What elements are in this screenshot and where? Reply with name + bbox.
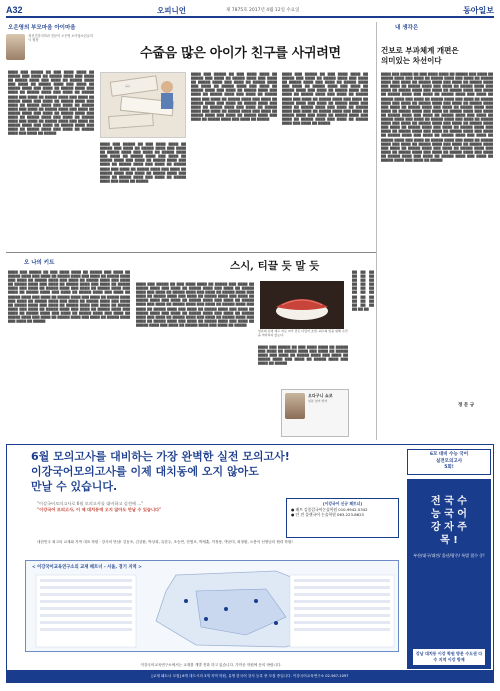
section-divider [6, 252, 376, 253]
svg-text:📖: 📖 [125, 83, 130, 88]
article-body-text: ▇▇▇▇ ▇▇▇ ▇▇▇▇▇ ▇▇ ▇▇▇ ▇▇▇▇ ▇▇▇▇ ▇▇ ▇▇▇▇▇ ▇▇▇ ▇▇▇▇ ▇▇ ▇▇▇▇▇ ▇▇▇▇ ▇▇▇ ▇▇▇▇ ▇▇ ▇▇▇▇▇ ▇▇▇▇ ▇▇▇ ▇▇▇▇ ▇▇ ▇▇▇▇▇ ▇▇▇▇ ▇▇▇ ▇▇▇▇ ▇▇ ▇▇▇▇▇ ▇▇▇▇ ▇▇▇ ▇▇▇▇ ▇▇ ▇▇▇▇▇ ▇▇▇▇ ▇▇▇ ▇▇▇▇ ▇▇ ▇▇▇▇▇ ▇▇▇▇ ▇▇▇ ▇▇▇▇ ▇▇ ▇▇▇▇▇ ▇▇▇▇ ▇▇▇ ▇▇▇▇ ▇▇ ▇▇▇▇▇ ▇▇▇▇ ▇▇▇ ▇▇▇▇ ▇▇ ▇▇▇▇▇ ▇▇▇▇ ▇▇▇ ▇▇▇▇ ▇▇ ▇▇▇▇▇ ▇▇▇▇ ▇▇▇ ▇▇▇▇ ▇▇ ▇▇▇▇▇ ▇▇▇▇ ▇▇▇ ▇▇▇▇ ▇▇ ▇▇▇▇▇ ▇▇▇▇ ▇▇▇ ▇▇▇▇ ▇▇ ▇▇▇▇▇ ▇▇▇▇ ▇▇▇ ▇▇▇▇ ▇▇ ▇▇▇▇▇ ▇▇▇▇ ▇▇▇ ▇▇▇▇ ▇▇ ▇▇▇▇▇ ▇▇▇▇ ▇▇▇ ▇▇▇▇ ▇▇ ▇▇▇▇▇ ▇▇▇▇ ▇▇▇ ▇▇▇▇ ▇▇ ▇▇▇▇▇ ▇▇▇▇ ▇▇▇ ▇▇▇▇ ▇▇ ▇▇▇▇▇ ▇▇▇▇ ▇▇▇ ▇▇▇▇ ▇▇ ▇▇▇▇▇ ▇▇▇▇ ▇▇▇ ▇▇▇▇ ▇▇ ▇▇▇▇▇ ▇▇▇▇ ▇▇▇ ▇▇▇▇ ▇▇ ▇▇▇▇▇ ▇▇▇▇ ▇▇▇ ▇▇▇▇ ▇▇ ▇▇▇▇▇ ▇▇▇▇ ▇▇▇ ▇▇▇▇ ▇▇ ▇▇▇▇▇ ▇▇▇▇ ▇▇▇ ▇▇▇▇ ▇▇ ▇▇▇▇▇ [8, 70, 94, 136]
bottom-left-column-name: 오 나의 키트 [24, 260, 55, 266]
ad-headline-line2: 이강국어모의고사를 이제 대치동에 오지 않아도 [31, 465, 259, 478]
author-photo [6, 34, 25, 60]
ad-partner-map [25, 560, 399, 652]
ad-map-title: < 이강국어교육연구소의 교재 패트너 - 서울, 경기 지역 > [32, 565, 142, 570]
column-name: 오은영의 부모마음 아이마음 [8, 25, 76, 31]
ad-side-main [407, 479, 491, 669]
ad-teachers-text: 대한민국 최고의 교재와 지역 대표 학원 · 강사의 만남! 김동조, 김상환, 박상희, 유한주, 조승연, 전범조, 박재훈, 이정용, 박준미, 최정환, 오충석 선생님의 협력 학원! [37, 540, 293, 544]
ad-box-line1: ● 패트 김종갑국어논술학원 010-9942-5342 [291, 506, 368, 512]
right-column-body: ▇▇▇▇ ▇▇▇ ▇▇▇▇▇ ▇▇ ▇▇▇ ▇▇▇▇ ▇▇▇▇ ▇▇ ▇▇▇▇▇ ▇▇▇ ▇▇▇▇ ▇▇ ▇▇▇▇▇ ▇▇▇▇ ▇▇▇ ▇▇▇▇ ▇▇ ▇▇▇▇▇ ▇▇▇▇ ▇▇▇ ▇▇▇▇ ▇▇ ▇▇▇▇▇ ▇▇▇▇ ▇▇▇ ▇▇▇▇ ▇▇ ▇▇▇▇▇ ▇▇▇▇ ▇▇▇ ▇▇▇▇ ▇▇ ▇▇▇▇▇ ▇▇▇▇ ▇▇▇ ▇▇▇▇ ▇▇ ▇▇▇▇▇ ▇▇▇▇ ▇▇▇ ▇▇▇▇ ▇▇ ▇▇▇▇▇ ▇▇▇▇ ▇▇▇ ▇▇▇▇ ▇▇ ▇▇▇▇▇ ▇▇▇▇ ▇▇▇ ▇▇▇▇ ▇▇ ▇▇▇▇▇ ▇▇▇▇ ▇▇▇ ▇▇▇▇ ▇▇ ▇▇▇▇▇ ▇▇▇▇ ▇▇▇ ▇▇▇▇ ▇▇ ▇▇▇▇▇ ▇▇▇▇ ▇▇▇ ▇▇▇▇ ▇▇ ▇▇▇▇▇ ▇▇▇▇ ▇▇▇ ▇▇▇▇ ▇▇ ▇▇▇▇▇ ▇▇▇▇ ▇▇▇ ▇▇▇▇ ▇▇ ▇▇▇▇▇ ▇▇▇▇ ▇▇▇ ▇▇▇▇ ▇▇ ▇▇▇▇▇ ▇▇▇▇ ▇▇▇ ▇▇▇▇ ▇▇ ▇▇▇▇▇ ▇▇▇▇ ▇▇▇ ▇▇▇▇ ▇▇ ▇▇▇▇▇ ▇▇▇▇ ▇▇▇ ▇▇▇▇ ▇▇ ▇▇▇▇▇ ▇▇▇▇ ▇▇▇ ▇▇▇▇ ▇▇ ▇▇▇▇▇ ▇▇▇▇ ▇▇▇ ▇▇▇▇ ▇▇ ▇▇▇▇▇ ▇▇▇▇ ▇▇▇ ▇▇▇▇ ▇▇ ▇▇▇▇▇ ▇▇▇▇ ▇▇▇ ▇▇▇▇ ▇▇ ▇▇▇▇▇ ▇▇▇▇ ▇▇▇ ▇▇▇▇ ▇▇ ▇▇▇▇▇ ▇▇▇▇ ▇▇▇ ▇▇▇▇ ▇▇ ▇▇▇▇▇ ▇▇▇▇ ▇▇▇ ▇▇▇▇ ▇▇ ▇▇▇▇▇ ▇▇▇▇ ▇▇▇ ▇▇▇▇ ▇▇ ▇▇▇▇▇ ▇▇▇▇ ▇▇▇ ▇▇▇▇ ▇▇ ▇▇▇▇▇ ▇▇▇▇ ▇▇▇ ▇▇▇▇ ▇▇ ▇▇▇▇▇ ▇▇▇▇ ▇▇▇ ▇▇▇▇ ▇▇ ▇▇▇▇▇ ▇▇▇▇ ▇▇▇ ▇▇▇▇ ▇▇ ▇▇▇▇▇ ▇▇▇▇ ▇▇▇ ▇▇▇▇ ▇▇ ▇▇▇▇▇ ▇▇▇▇ ▇▇▇ ▇▇▇▇ ▇▇ ▇▇▇▇▇ ▇▇▇▇ ▇▇▇ ▇▇▇▇ ▇▇ ▇▇▇▇▇ ▇▇▇▇ ▇▇▇ ▇▇▇▇ ▇▇ ▇▇▇▇▇ ▇▇▇▇ ▇▇▇ ▇▇▇▇ ▇▇ ▇▇▇▇▇ ▇▇▇▇ ▇▇▇ ▇▇▇▇ ▇▇ ▇▇▇▇▇ ▇▇▇▇ ▇▇▇ ▇▇▇▇ ▇▇ ▇▇▇▇▇ ▇▇▇▇ ▇▇▇ ▇▇▇▇ ▇▇ ▇▇▇▇▇ ▇▇▇▇ ▇▇▇ ▇▇▇▇ ▇▇ ▇▇▇▇▇ ▇▇▇▇ ▇▇▇ ▇▇▇▇ ▇▇ ▇▇▇▇▇ ▇▇▇▇ ▇▇▇ ▇▇▇▇ ▇▇ ▇▇▇▇▇ ▇▇▇▇ ▇▇▇ ▇▇▇▇ ▇▇ ▇▇▇▇▇ ▇▇▇▇ ▇▇▇ ▇▇▇▇ ▇▇ ▇▇▇▇▇ ▇▇▇▇ ▇▇▇ ▇▇▇▇ ▇▇ ▇▇▇▇▇ ▇▇▇▇ ▇▇▇ ▇▇▇▇ ▇▇ ▇▇▇▇▇ ▇▇▇▇ ▇▇▇ ▇▇▇▇ ▇▇ ▇▇▇▇▇ [381, 72, 493, 162]
main-article-col3: ▇▇▇▇ ▇▇▇ ▇▇▇▇▇ ▇▇ ▇▇▇ ▇▇▇▇ ▇▇▇▇ ▇▇ ▇▇▇▇▇ ▇▇▇ ▇▇▇▇ ▇▇ ▇▇▇▇▇ ▇▇▇▇ ▇▇▇ ▇▇▇▇ ▇▇ ▇▇▇▇▇ ▇▇▇▇ ▇▇▇ ▇▇▇▇ ▇▇ ▇▇▇▇▇ ▇▇▇▇ ▇▇▇ ▇▇▇▇ ▇▇ ▇▇▇▇▇ ▇▇▇▇ ▇▇▇ ▇▇▇▇ ▇▇ ▇▇▇▇▇ ▇▇▇▇ ▇▇▇ ▇▇▇▇ ▇▇ ▇▇▇▇▇ ▇▇▇▇ ▇▇▇ ▇▇▇▇ ▇▇ ▇▇▇▇▇ ▇▇▇▇ ▇▇▇ ▇▇▇▇ ▇▇ ▇▇▇▇▇ ▇▇▇▇ ▇▇▇ ▇▇▇▇ ▇▇ ▇▇▇▇▇ ▇▇▇▇ ▇▇▇ ▇▇▇▇ ▇▇ ▇▇▇▇▇ ▇▇▇▇ ▇▇▇ ▇▇▇▇ ▇▇ ▇▇▇▇▇ ▇▇▇▇ ▇▇▇ ▇▇▇▇ ▇▇ ▇▇▇▇▇ ▇▇▇▇ ▇▇▇ ▇▇▇▇ ▇▇ ▇▇▇▇▇ ▇▇▇▇ ▇▇▇ ▇▇▇▇ ▇▇ ▇▇▇▇▇ ▇▇▇▇ ▇▇▇ ▇▇▇▇ ▇▇ ▇▇▇▇▇ ▇▇▇▇ ▇▇▇ ▇▇▇▇ ▇▇ ▇▇▇▇▇ ▇▇▇▇ ▇▇▇ ▇▇▇▇ ▇▇ ▇▇▇▇▇ ▇▇▇▇ ▇▇▇ ▇▇▇▇ ▇▇ ▇▇▇▇▇ ▇▇▇▇ ▇▇▇ ▇▇▇▇ ▇▇ ▇▇▇▇▇ [282, 72, 368, 126]
ad-headline [31, 449, 290, 494]
profile-role: 일본 일어 학자 [308, 399, 328, 403]
ad-side-bottom: 강남 대치동 이강 학원 방문 수도권 다수 지역 이강 방제 [413, 649, 485, 665]
ad-side-vertical: 전 국 수 능 국 어 강 자 주 목 ! [431, 496, 467, 546]
sushi-photo-caption: 일본의 유명 셰프 지로 씨가 만든 다랑어 초밥. 최고의 맛을 위해 수련을 마다하지 않는다. [258, 329, 348, 337]
main-article-col2: ▇▇▇▇ ▇▇▇ ▇▇▇▇▇ ▇▇ ▇▇▇ ▇▇▇▇ ▇▇▇▇ ▇▇ ▇▇▇▇▇ ▇▇▇ ▇▇▇▇ ▇▇ ▇▇▇▇▇ ▇▇▇▇ ▇▇▇ ▇▇▇▇ ▇▇ ▇▇▇▇▇ ▇▇▇▇ ▇▇▇ ▇▇▇▇ ▇▇ ▇▇▇▇▇ ▇▇▇▇ ▇▇▇ ▇▇▇▇ ▇▇ ▇▇▇▇▇ ▇▇▇▇ ▇▇▇ ▇▇▇▇ ▇▇ ▇▇▇▇▇ ▇▇▇▇ ▇▇▇ ▇▇▇▇ ▇▇ ▇▇▇▇▇ ▇▇▇▇ ▇▇▇ ▇▇▇▇ ▇▇ ▇▇▇▇▇ ▇▇▇▇ ▇▇▇ ▇▇▇▇ ▇▇ ▇▇▇▇▇ ▇▇▇▇ ▇▇▇ ▇▇▇▇ ▇▇ ▇▇▇▇▇ ▇▇▇▇ ▇▇▇ ▇▇▇▇ ▇▇ ▇▇▇▇▇ ▇▇▇▇ ▇▇▇ ▇▇▇▇ ▇▇ ▇▇▇▇▇ ▇▇▇▇ ▇▇▇ ▇▇▇▇ ▇▇ ▇▇▇▇▇ ▇▇▇▇ ▇▇▇ ▇▇▇▇ ▇▇ ▇▇▇▇▇ ▇▇▇▇ ▇▇▇ ▇▇▇▇ ▇▇ ▇▇▇▇▇ ▇▇▇▇ ▇▇▇ ▇▇▇▇ ▇▇ ▇▇▇▇▇ ▇▇▇▇ ▇▇▇ ▇▇▇▇ ▇▇ ▇▇▇▇▇ ▇▇▇▇ ▇▇▇ ▇▇▇▇ ▇▇ ▇▇▇▇▇ ▇▇▇▇ ▇▇▇ ▇▇▇▇ ▇▇ ▇▇▇▇▇ [191, 72, 277, 122]
ad-side-top-line2: 실전모의고사 [435, 458, 463, 464]
ad-footer-bar: [교재 패트너 모집] 6개 대도시의 3개 지역 학원, 유명 한국어 강사 등록 중 모집 중입니다. 이강국어교육연구소 02-567-1097 [7, 670, 493, 682]
ad-side-places: 부산/대구/대전/ 울산/광주/ 특별 접수 중! [413, 553, 485, 558]
ad-headline-line3: 만날 수 있습니다. [31, 480, 118, 493]
ad-box-title: [이강국어 신규 패트너] [322, 501, 363, 506]
ad-side-top-line3: 5회! [444, 465, 454, 470]
newspaper-logo: 동아일보 [463, 5, 494, 15]
ad-sub-line1: "이강국어모의고사로 6월 모의고사를 대비하고 실전에 …" [37, 501, 144, 506]
sushi-article-body-edge: ▇▇ ▇▇ ▇▇ ▇▇ ▇▇ ▇▇ ▇▇ ▇▇ ▇▇ ▇▇ ▇▇ ▇▇ ▇▇ ▇▇ ▇▇ ▇▇ ▇▇ ▇▇ ▇▇ ▇▇ ▇▇ ▇▇ ▇▇ ▇▇ ▇▇ ▇▇ ▇▇ ▇▇ ▇▇ ▇▇ [352, 270, 374, 311]
ad-subtext [37, 501, 161, 513]
sushi-photo [260, 281, 344, 329]
article-illustration [100, 72, 186, 138]
author-box [6, 34, 94, 62]
bottom-left-body: ▇▇▇▇ ▇▇▇ ▇▇▇▇▇ ▇▇ ▇▇▇ ▇▇▇▇ ▇▇▇▇ ▇▇ ▇▇▇▇▇ ▇▇▇ ▇▇▇▇ ▇▇ ▇▇▇▇▇ ▇▇▇▇ ▇▇▇ ▇▇▇▇ ▇▇ ▇▇▇▇▇ ▇▇▇▇ ▇▇▇ ▇▇▇▇ ▇▇ ▇▇▇▇▇ ▇▇▇▇ ▇▇▇ ▇▇▇▇ ▇▇ ▇▇▇▇▇ ▇▇▇▇ ▇▇▇ ▇▇▇▇ ▇▇ ▇▇▇▇▇ ▇▇▇▇ ▇▇▇ ▇▇▇▇ ▇▇ ▇▇▇▇▇ ▇▇▇▇ ▇▇▇ ▇▇▇▇ ▇▇ ▇▇▇▇▇ ▇▇▇▇ ▇▇▇ ▇▇▇▇ ▇▇ ▇▇▇▇▇ ▇▇▇▇ ▇▇▇ ▇▇▇▇ ▇▇ ▇▇▇▇▇ ▇▇▇▇ ▇▇▇ ▇▇▇▇ ▇▇ ▇▇▇▇▇ ▇▇▇▇ ▇▇▇ ▇▇▇▇ ▇▇ ▇▇▇▇▇ ▇▇▇▇ ▇▇▇ ▇▇▇▇ ▇▇ ▇▇▇▇▇ ▇▇▇▇ ▇▇▇ ▇▇▇▇ ▇▇ ▇▇▇▇▇ ▇▇▇▇ ▇▇▇ ▇▇▇▇ ▇▇ ▇▇▇▇▇ ▇▇▇▇ ▇▇▇ ▇▇▇▇ ▇▇ ▇▇▇▇▇ ▇▇▇▇ ▇▇▇ ▇▇▇▇ ▇▇ ▇▇▇▇▇ ▇▇▇▇ ▇▇▇ ▇▇▇▇ ▇▇ ▇▇▇▇▇ ▇▇▇▇ ▇▇▇ ▇▇▇▇ ▇▇ ▇▇▇▇▇ ▇▇▇▇ ▇▇▇ ▇▇▇▇ ▇▇ ▇▇▇▇▇ ▇▇▇▇ ▇▇▇ ▇▇▇▇ ▇▇ ▇▇▇▇▇ ▇▇▇▇ ▇▇▇ ▇▇▇▇ ▇▇ ▇▇▇▇▇ ▇▇▇▇ ▇▇▇ ▇▇▇▇ ▇▇ ▇▇▇▇▇ ▇▇▇▇ ▇▇▇ ▇▇▇▇ ▇▇ ▇▇▇▇▇ ▇▇▇▇ ▇▇▇ ▇▇▇▇ ▇▇ ▇▇▇▇▇ ▇▇▇▇ ▇▇▇ ▇▇▇▇ ▇▇ ▇▇▇▇▇ ▇▇▇▇ ▇▇▇ ▇▇▇▇ ▇▇ ▇▇▇▇▇ ▇▇▇▇ ▇▇▇ ▇▇▇▇ ▇▇ ▇▇▇▇▇ ▇▇▇▇ ▇▇▇ ▇▇▇▇ ▇▇ ▇▇▇▇▇ [8, 270, 130, 324]
main-article-col1: ▇▇▇▇ ▇▇▇ ▇▇▇▇▇ ▇▇ ▇▇▇ ▇▇▇▇ ▇▇▇▇ ▇▇ ▇▇▇▇▇ ▇▇▇ ▇▇▇▇ ▇▇ ▇▇▇▇▇ ▇▇▇▇ ▇▇▇ ▇▇▇▇ ▇▇ ▇▇▇▇▇ ▇▇▇▇ ▇▇▇ ▇▇▇▇ ▇▇ ▇▇▇▇▇ ▇▇▇▇ ▇▇▇ ▇▇▇▇ ▇▇ ▇▇▇▇▇ ▇▇▇▇ ▇▇▇ ▇▇▇▇ ▇▇ ▇▇▇▇▇ ▇▇▇▇ ▇▇▇ ▇▇▇▇ ▇▇ ▇▇▇▇▇ ▇▇▇▇ ▇▇▇ ▇▇▇▇ ▇▇ ▇▇▇▇▇ ▇▇▇▇ ▇▇▇ ▇▇▇▇ ▇▇ ▇▇▇▇▇ ▇▇▇▇ ▇▇▇ ▇▇▇▇ ▇▇ ▇▇▇▇▇ ▇▇▇▇ ▇▇▇ ▇▇▇▇ ▇▇ ▇▇▇▇▇ ▇▇▇▇ ▇▇▇ ▇▇▇▇ ▇▇ ▇▇▇▇▇ ▇▇▇▇ ▇▇▇ ▇▇▇▇ ▇▇ ▇▇▇▇▇ ▇▇▇▇ ▇▇▇ ▇▇▇▇ ▇▇ ▇▇▇▇▇ ▇▇▇▇ ▇▇▇ ▇▇▇▇ ▇▇ ▇▇▇▇▇ [100, 142, 186, 183]
author-face [285, 393, 305, 419]
right-title-line2: 의미있는 차선이다 [381, 56, 442, 65]
sushi-article-body: ▇▇▇▇ ▇▇▇ ▇▇▇▇▇ ▇▇ ▇▇▇ ▇▇▇▇ ▇▇▇▇ ▇▇ ▇▇▇▇▇ ▇▇▇ ▇▇▇▇ ▇▇ ▇▇▇▇▇ ▇▇▇▇ ▇▇▇ ▇▇▇▇ ▇▇ ▇▇▇▇▇ ▇▇▇▇ ▇▇▇ ▇▇▇▇ ▇▇ ▇▇▇▇▇ ▇▇▇▇ ▇▇▇ ▇▇▇▇ ▇▇ ▇▇▇▇▇ ▇▇▇▇ ▇▇▇ ▇▇▇▇ ▇▇ ▇▇▇▇▇ ▇▇▇▇ ▇▇▇ ▇▇▇▇ ▇▇ ▇▇▇▇▇ ▇▇▇▇ ▇▇▇ ▇▇▇▇ ▇▇ ▇▇▇▇▇ ▇▇▇▇ ▇▇▇ ▇▇▇▇ ▇▇ ▇▇▇▇▇ ▇▇▇▇ ▇▇▇ ▇▇▇▇ ▇▇ ▇▇▇▇▇ ▇▇▇▇ ▇▇▇ ▇▇▇▇ ▇▇ ▇▇▇▇▇ ▇▇▇▇ ▇▇▇ ▇▇▇▇ ▇▇ ▇▇▇▇▇ ▇▇▇▇ ▇▇▇ ▇▇▇▇ ▇▇ ▇▇▇▇▇ ▇▇▇▇ ▇▇▇ ▇▇▇▇ ▇▇ ▇▇▇▇▇ ▇▇▇▇ ▇▇▇ ▇▇▇▇ ▇▇ ▇▇▇▇▇ ▇▇▇▇ ▇▇▇ ▇▇▇▇ ▇▇ ▇▇▇▇▇ ▇▇▇▇ ▇▇▇ ▇▇▇▇ ▇▇ ▇▇▇▇▇ ▇▇▇▇ ▇▇▇ ▇▇▇▇ ▇▇ ▇▇▇▇▇ ▇▇▇▇ ▇▇▇ ▇▇▇▇ ▇▇ ▇▇▇▇▇ ▇▇▇▇ ▇▇▇ ▇▇▇▇ ▇▇ ▇▇▇▇▇ ▇▇▇▇ ▇▇▇ ▇▇▇▇ ▇▇ ▇▇▇▇▇ ▇▇▇▇ ▇▇▇ ▇▇▇▇ ▇▇ ▇▇▇▇▇ ▇▇▇▇ ▇▇▇ ▇▇▇▇ ▇▇ ▇▇▇▇▇ ▇▇▇▇ ▇▇▇ ▇▇▇▇ ▇▇ ▇▇▇▇▇ ▇▇▇▇ ▇▇▇ ▇▇▇▇ ▇▇ ▇▇▇▇▇ [136, 282, 254, 327]
right-column-title [381, 46, 459, 66]
ad-box-line2: ● 안 전 플랜국어 논술학원 063-223-8623 [291, 512, 364, 517]
author-caption: 정신건강의학과 전문의 오은영 소아청소년클리닉 원장 [28, 34, 93, 42]
ad-side-top [407, 449, 491, 475]
ad-side-panel [403, 445, 495, 672]
author-profile [281, 389, 349, 437]
section-name: 오피니언 [157, 5, 186, 15]
advertisement [6, 444, 494, 683]
author-signature: 정 문 규 [458, 403, 475, 408]
ad-sub-line2: "이강국어 모의고사, 이 제 대치동에 오지 않아도 만날 수 있습니다" [37, 507, 162, 512]
column-divider [376, 22, 377, 440]
ad-footer-line: 이강국어교육연구소에서는 교재를 개발 전화 하고 있습니다. 가까운 학원에 문의 바랍니다. [140, 663, 282, 667]
right-title-line1: 건보로 부과체계 개편은 [381, 46, 459, 55]
sushi-article-body-cont: ▇▇▇▇ ▇▇▇ ▇▇▇▇▇ ▇▇ ▇▇▇ ▇▇▇▇ ▇▇▇▇ ▇▇ ▇▇▇▇▇ ▇▇▇ ▇▇▇▇ ▇▇ ▇▇▇▇▇ ▇▇▇▇ ▇▇▇ ▇▇▇▇ ▇▇ ▇▇▇▇▇ ▇▇▇▇ ▇▇▇ ▇▇▇▇ ▇▇ ▇▇▇▇▇ ▇▇▇▇ ▇▇▇ ▇▇▇▇ ▇▇ ▇▇▇▇▇ ▇▇▇▇ ▇▇▇ ▇▇▇▇ ▇▇ ▇▇▇▇▇ ▇▇▇▇ ▇▇▇ ▇▇▇▇ ▇▇ ▇▇▇▇▇ [258, 345, 348, 366]
issue-meta: 제 7875호 2017년 4월 12일 수요일 [226, 8, 300, 13]
page-number: A32 [6, 5, 23, 15]
ad-partner-box [286, 498, 399, 538]
main-article-title: 수줍음 많은 아이가 친구를 사귀려면 [140, 46, 341, 61]
ad-side-top-line1: 6모 대비 수능 국어 [429, 452, 469, 457]
right-column-name: 내 생각은 [395, 25, 419, 31]
profile-name: 오다구니 쇼코 [308, 393, 333, 398]
sushi-article-title: 스시, 티끌 듯 말 듯 [230, 260, 320, 272]
page-header [6, 4, 494, 18]
ad-headline-line1: 6월 모의고사를 대비하는 가장 완벽한 실전 모의고사! [31, 450, 290, 463]
